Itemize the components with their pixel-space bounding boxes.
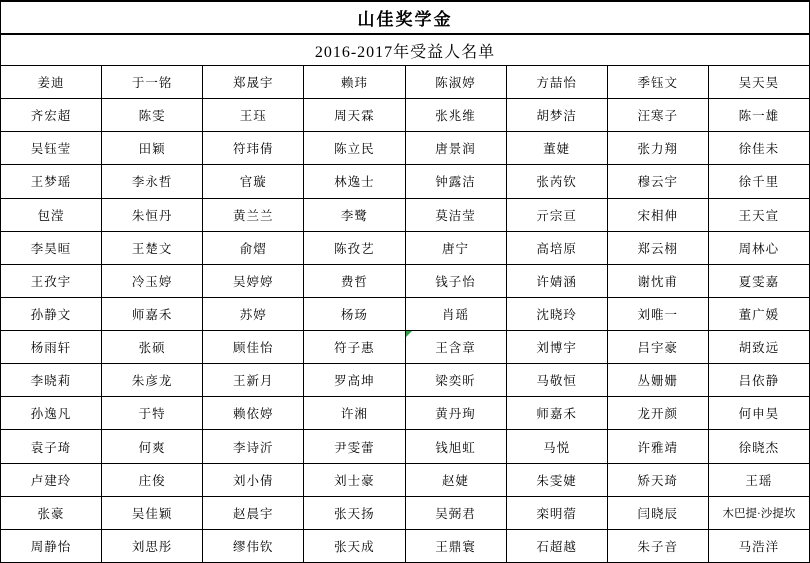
table-cell[interactable]: [203, 530, 304, 563]
table-cell[interactable]: [406, 165, 507, 198]
table-cell[interactable]: [608, 430, 709, 463]
table-cell[interactable]: [304, 464, 405, 497]
beneficiary-name: 杨雨轩: [30, 341, 72, 356]
table-cell[interactable]: [507, 530, 608, 563]
table-cell[interactable]: [507, 99, 608, 132]
table-cell[interactable]: [608, 530, 709, 563]
table-cell[interactable]: [304, 199, 405, 232]
table-cell[interactable]: [608, 331, 709, 364]
beneficiary-name: 田颖: [138, 142, 166, 157]
table-cell[interactable]: [608, 265, 709, 298]
beneficiary-name: 董广媛: [738, 307, 780, 322]
beneficiary-name: 吴婷婷: [233, 274, 274, 289]
beneficiary-name: 沈晓玲: [536, 307, 577, 322]
table-cell[interactable]: [304, 497, 405, 530]
table-cell[interactable]: [406, 464, 507, 497]
beneficiary-name: 王含章: [435, 341, 476, 356]
table-cell[interactable]: [1, 331, 102, 364]
table-cell[interactable]: [406, 430, 507, 463]
beneficiary-name: 唐景润: [435, 142, 476, 157]
table-cell[interactable]: [507, 464, 608, 497]
table-cell[interactable]: [203, 497, 304, 530]
beneficiary-name: 赖依婷: [233, 407, 274, 422]
beneficiary-name: 刘士豪: [334, 473, 375, 488]
table-cell[interactable]: [507, 430, 608, 463]
beneficiary-name: 黄丹珣: [435, 407, 476, 422]
beneficiary-name: 张芮钦: [536, 175, 577, 190]
beneficiary-name: 马悦: [543, 440, 571, 455]
beneficiary-name: 许湘: [340, 407, 368, 422]
table-cell[interactable]: [304, 232, 405, 265]
beneficiary-name: 徐晓杰: [738, 440, 780, 455]
beneficiary-name: 刘思彤: [131, 539, 173, 554]
beneficiary-name: 何爽: [138, 440, 166, 455]
beneficiary-name: 王楚文: [131, 241, 173, 256]
table-cell[interactable]: [1, 99, 102, 132]
beneficiary-name: 谢忱甫: [637, 274, 679, 289]
table-cell[interactable]: [102, 298, 203, 331]
beneficiary-name: 刘博宇: [536, 341, 577, 356]
beneficiary-name: 朱子音: [637, 539, 679, 554]
beneficiary-name: 陈淑婷: [435, 76, 476, 91]
beneficiary-name: 卢建玲: [30, 473, 72, 488]
table-cell[interactable]: [406, 132, 507, 165]
table-cell[interactable]: [102, 397, 203, 430]
beneficiary-name: 马敬恒: [536, 374, 577, 389]
table-cell[interactable]: [608, 497, 709, 530]
beneficiary-name: 孙静文: [30, 307, 72, 322]
table-cell[interactable]: [406, 331, 507, 364]
beneficiary-name: 朱雯婕: [536, 473, 577, 488]
table-cell[interactable]: [608, 232, 709, 265]
table-cell[interactable]: [1, 397, 102, 430]
beneficiary-name: 吴钰莹: [30, 142, 72, 157]
table-cell[interactable]: [709, 364, 810, 397]
table-cell[interactable]: [102, 530, 203, 563]
beneficiary-name: 王瑶: [745, 473, 773, 488]
table-cell[interactable]: [608, 199, 709, 232]
beneficiary-name: 董婕: [543, 142, 571, 157]
table-cell[interactable]: [304, 530, 405, 563]
beneficiary-name: 俞熠: [239, 241, 267, 256]
table-cell[interactable]: [203, 66, 304, 99]
beneficiary-name: 矫天琦: [637, 473, 679, 488]
table-cell[interactable]: [406, 66, 507, 99]
table-cell[interactable]: [1, 265, 102, 298]
beneficiary-name: 周林心: [738, 241, 780, 256]
table-cell[interactable]: [507, 331, 608, 364]
beneficiary-name: 陈一雄: [738, 109, 780, 124]
table-cell[interactable]: [203, 265, 304, 298]
table-subtitle-cell[interactable]: 2016-2017年受益人名单: [1, 35, 810, 66]
beneficiary-name: 罗高坤: [334, 374, 375, 389]
table-cell[interactable]: [608, 66, 709, 99]
beneficiary-name: 刘小倩: [233, 473, 274, 488]
table-cell[interactable]: [102, 199, 203, 232]
beneficiary-name: 许雅靖: [637, 440, 679, 455]
beneficiary-name: 许婧涵: [536, 274, 577, 289]
table-cell[interactable]: [102, 497, 203, 530]
beneficiary-name: 丛姗姗: [637, 374, 679, 389]
table-cell[interactable]: [102, 430, 203, 463]
table-cell[interactable]: [709, 265, 810, 298]
beneficiary-name: 郑云栩: [637, 241, 679, 256]
table-cell[interactable]: [507, 199, 608, 232]
beneficiary-name: 吴佳颖: [131, 506, 173, 521]
table-cell[interactable]: [406, 232, 507, 265]
beneficiary-name: 郑晟宇: [233, 76, 274, 91]
table-cell[interactable]: [608, 99, 709, 132]
table-cell[interactable]: [1, 298, 102, 331]
table-cell[interactable]: [406, 397, 507, 430]
beneficiary-name: 赖玮: [340, 76, 368, 91]
beneficiary-name: 栾明蓿: [536, 506, 577, 521]
beneficiary-name: 包滢: [37, 208, 65, 223]
table-cell[interactable]: [1, 66, 102, 99]
table-cell[interactable]: [406, 298, 507, 331]
table-cell[interactable]: [507, 66, 608, 99]
table-cell[interactable]: [709, 331, 810, 364]
table-cell[interactable]: [304, 430, 405, 463]
table-cell[interactable]: [709, 66, 810, 99]
beneficiary-name: 师嘉禾: [131, 307, 173, 322]
beneficiary-name: 陈立民: [334, 142, 375, 157]
beneficiary-name: 王珏: [239, 109, 267, 124]
beneficiary-name: 李永哲: [131, 175, 173, 190]
table-cell[interactable]: [203, 165, 304, 198]
table-cell[interactable]: [406, 497, 507, 530]
beneficiary-name: 缪伟钦: [233, 539, 274, 554]
beneficiary-name: 钱旭虹: [435, 440, 476, 455]
beneficiary-name: 赵婕: [442, 473, 470, 488]
table-cell[interactable]: [709, 199, 810, 232]
beneficiary-name: 孙逸凡: [30, 407, 72, 422]
beneficiary-name: 官璇: [239, 175, 267, 190]
table-cell[interactable]: [709, 430, 810, 463]
beneficiary-name: 宋相伸: [637, 208, 679, 223]
table-cell[interactable]: [406, 364, 507, 397]
beneficiary-name: 赵晨宇: [233, 506, 274, 521]
table-cell[interactable]: [203, 364, 304, 397]
beneficiary-name: 徐佳未: [738, 142, 780, 157]
beneficiary-name: 顾佳怡: [233, 341, 274, 356]
beneficiary-name: 梁奕昕: [435, 374, 476, 389]
beneficiary-name: 张力翔: [637, 142, 679, 157]
table-cell[interactable]: [102, 464, 203, 497]
table-cell[interactable]: [1, 165, 102, 198]
table-cell[interactable]: [203, 199, 304, 232]
table-cell[interactable]: [1, 132, 102, 165]
table-cell[interactable]: [203, 397, 304, 430]
table-cell[interactable]: [102, 364, 203, 397]
table-cell[interactable]: [709, 132, 810, 165]
table-cell[interactable]: [507, 364, 608, 397]
beneficiary-name: 闫晓辰: [637, 506, 679, 521]
beneficiary-name: 张天扬: [334, 506, 375, 521]
table-cell[interactable]: [507, 397, 608, 430]
beneficiary-name: 李鹭: [340, 208, 368, 223]
beneficiary-name: 符玮倩: [233, 142, 274, 157]
beneficiary-name: 亓宗亘: [536, 208, 577, 223]
table-cell[interactable]: [507, 265, 608, 298]
beneficiary-name: 胡致远: [738, 341, 780, 356]
beneficiary-name: 庄俊: [138, 473, 166, 488]
beneficiary-name: 王天宣: [738, 208, 780, 223]
table-cell[interactable]: [102, 331, 203, 364]
beneficiary-name: 朱彦龙: [131, 374, 173, 389]
beneficiary-name: 穆云宇: [637, 175, 679, 190]
table-cell[interactable]: [203, 232, 304, 265]
table-cell[interactable]: [709, 464, 810, 497]
beneficiary-name: 马浩洋: [738, 539, 780, 554]
beneficiary-name: 李晓莉: [30, 374, 72, 389]
beneficiary-name: 林逸士: [334, 175, 375, 190]
beneficiary-name: 肖瑶: [442, 307, 470, 322]
beneficiary-name: 尹雯蕾: [334, 440, 375, 455]
table-cell[interactable]: [203, 430, 304, 463]
beneficiary-name: 姜迪: [37, 76, 65, 91]
beneficiary-name: 季钰文: [637, 76, 679, 91]
table-cell[interactable]: [608, 364, 709, 397]
table-cell[interactable]: [1, 464, 102, 497]
table-cell[interactable]: [304, 99, 405, 132]
beneficiary-name: 吕宇豪: [637, 341, 679, 356]
table-cell[interactable]: [304, 397, 405, 430]
cell-comment-flag-icon: [406, 331, 412, 337]
table-cell[interactable]: [304, 66, 405, 99]
beneficiary-name: 刘唯一: [637, 307, 679, 322]
table-cell[interactable]: [203, 298, 304, 331]
table-cell[interactable]: [102, 66, 203, 99]
table-cell[interactable]: [406, 199, 507, 232]
beneficiary-name: 费哲: [340, 274, 368, 289]
beneficiary-name: 胡梦洁: [536, 109, 577, 124]
table-cell[interactable]: [709, 165, 810, 198]
table-cell[interactable]: [709, 530, 810, 563]
table-cell[interactable]: [608, 298, 709, 331]
table-cell[interactable]: [406, 530, 507, 563]
table-cell[interactable]: [608, 165, 709, 198]
beneficiary-name: 李昊晅: [30, 241, 72, 256]
table-cell[interactable]: [1, 199, 102, 232]
table-cell[interactable]: [304, 132, 405, 165]
table-cell[interactable]: [507, 132, 608, 165]
table-cell[interactable]: [1, 530, 102, 563]
beneficiary-name: 高培原: [536, 241, 577, 256]
beneficiary-name: 吕依静: [738, 374, 780, 389]
beneficiary-name: 朱恒丹: [131, 208, 173, 223]
table-cell[interactable]: [406, 99, 507, 132]
table-cell[interactable]: [1, 497, 102, 530]
beneficiary-name: 钟露洁: [435, 175, 476, 190]
table-cell[interactable]: [709, 232, 810, 265]
beneficiary-name: 钱子怡: [435, 274, 476, 289]
beneficiary-name: 汪寒子: [637, 109, 679, 124]
beneficiary-name: 符子惠: [334, 341, 375, 356]
table-cell[interactable]: [102, 232, 203, 265]
beneficiary-name: 何申昊: [738, 407, 780, 422]
beneficiary-name: 吴弼君: [435, 506, 476, 521]
beneficiary-name: 于一铭: [131, 76, 173, 91]
table-cell[interactable]: [1, 430, 102, 463]
beneficiary-name: 陈孜艺: [334, 241, 375, 256]
beneficiary-name: 莫洁莹: [435, 208, 476, 223]
beneficiary-name: 徐千里: [738, 175, 780, 190]
table-cell[interactable]: [709, 397, 810, 430]
table-cell[interactable]: [709, 99, 810, 132]
beneficiary-name: 苏婷: [239, 307, 267, 322]
table-cell[interactable]: [507, 232, 608, 265]
beneficiary-name: 石超越: [536, 539, 577, 554]
beneficiary-name: 齐宏超: [30, 109, 72, 124]
beneficiary-name: 袁子琦: [30, 440, 72, 455]
table-cell[interactable]: [203, 132, 304, 165]
table-cell[interactable]: [709, 497, 810, 530]
table-cell[interactable]: [304, 165, 405, 198]
beneficiary-name: 周天霖: [334, 109, 375, 124]
table-cell[interactable]: [709, 298, 810, 331]
table-cell[interactable]: [102, 99, 203, 132]
beneficiary-name: 张天成: [334, 539, 375, 554]
table-cell[interactable]: [304, 265, 405, 298]
beneficiary-name: 龙开颜: [637, 407, 679, 422]
beneficiary-name: 张兆维: [435, 109, 476, 124]
beneficiary-name: 师嘉禾: [536, 407, 577, 422]
beneficiary-name: 杨玚: [340, 307, 368, 322]
beneficiary-name: 方喆怡: [536, 76, 577, 91]
beneficiary-name: 李诗沂: [233, 440, 274, 455]
beneficiary-name: 吴天昊: [738, 76, 780, 91]
beneficiary-name: 周静怡: [30, 539, 72, 554]
beneficiary-name: 王孜宇: [30, 274, 72, 289]
beneficiary-name: 王鼎寰: [435, 539, 476, 554]
table-cell[interactable]: [507, 165, 608, 198]
beneficiary-name: 唐宁: [442, 241, 470, 256]
table-cell[interactable]: [507, 497, 608, 530]
beneficiary-name: 夏雯嘉: [738, 274, 780, 289]
beneficiary-name: 王新月: [233, 374, 274, 389]
beneficiary-name: 王梦瑶: [30, 175, 72, 190]
table-cell[interactable]: [1, 364, 102, 397]
beneficiary-name: 黄兰兰: [233, 208, 274, 223]
beneficiary-name: 陈雯: [138, 109, 166, 124]
table-cell[interactable]: [304, 298, 405, 331]
table-cell[interactable]: [203, 331, 304, 364]
table-cell[interactable]: [507, 298, 608, 331]
table-cell[interactable]: [1, 232, 102, 265]
beneficiary-name: 于特: [138, 407, 166, 422]
table-cell[interactable]: [203, 99, 304, 132]
beneficiary-name: 张硕: [138, 341, 166, 356]
beneficiary-name: 木巴提·沙提坎: [722, 507, 796, 520]
table-title-cell[interactable]: 山佳奖学金: [1, 2, 810, 35]
table-cell[interactable]: [608, 464, 709, 497]
table-cell[interactable]: [102, 165, 203, 198]
beneficiary-name: 张豪: [37, 506, 65, 521]
table-cell[interactable]: [102, 132, 203, 165]
table-cell[interactable]: [608, 397, 709, 430]
table-cell[interactable]: [406, 265, 507, 298]
table-cell[interactable]: [608, 132, 709, 165]
table-cell[interactable]: [304, 331, 405, 364]
table-cell[interactable]: [203, 464, 304, 497]
table-cell[interactable]: [304, 364, 405, 397]
beneficiary-name: 冷玉婷: [131, 274, 173, 289]
table-cell[interactable]: [102, 265, 203, 298]
